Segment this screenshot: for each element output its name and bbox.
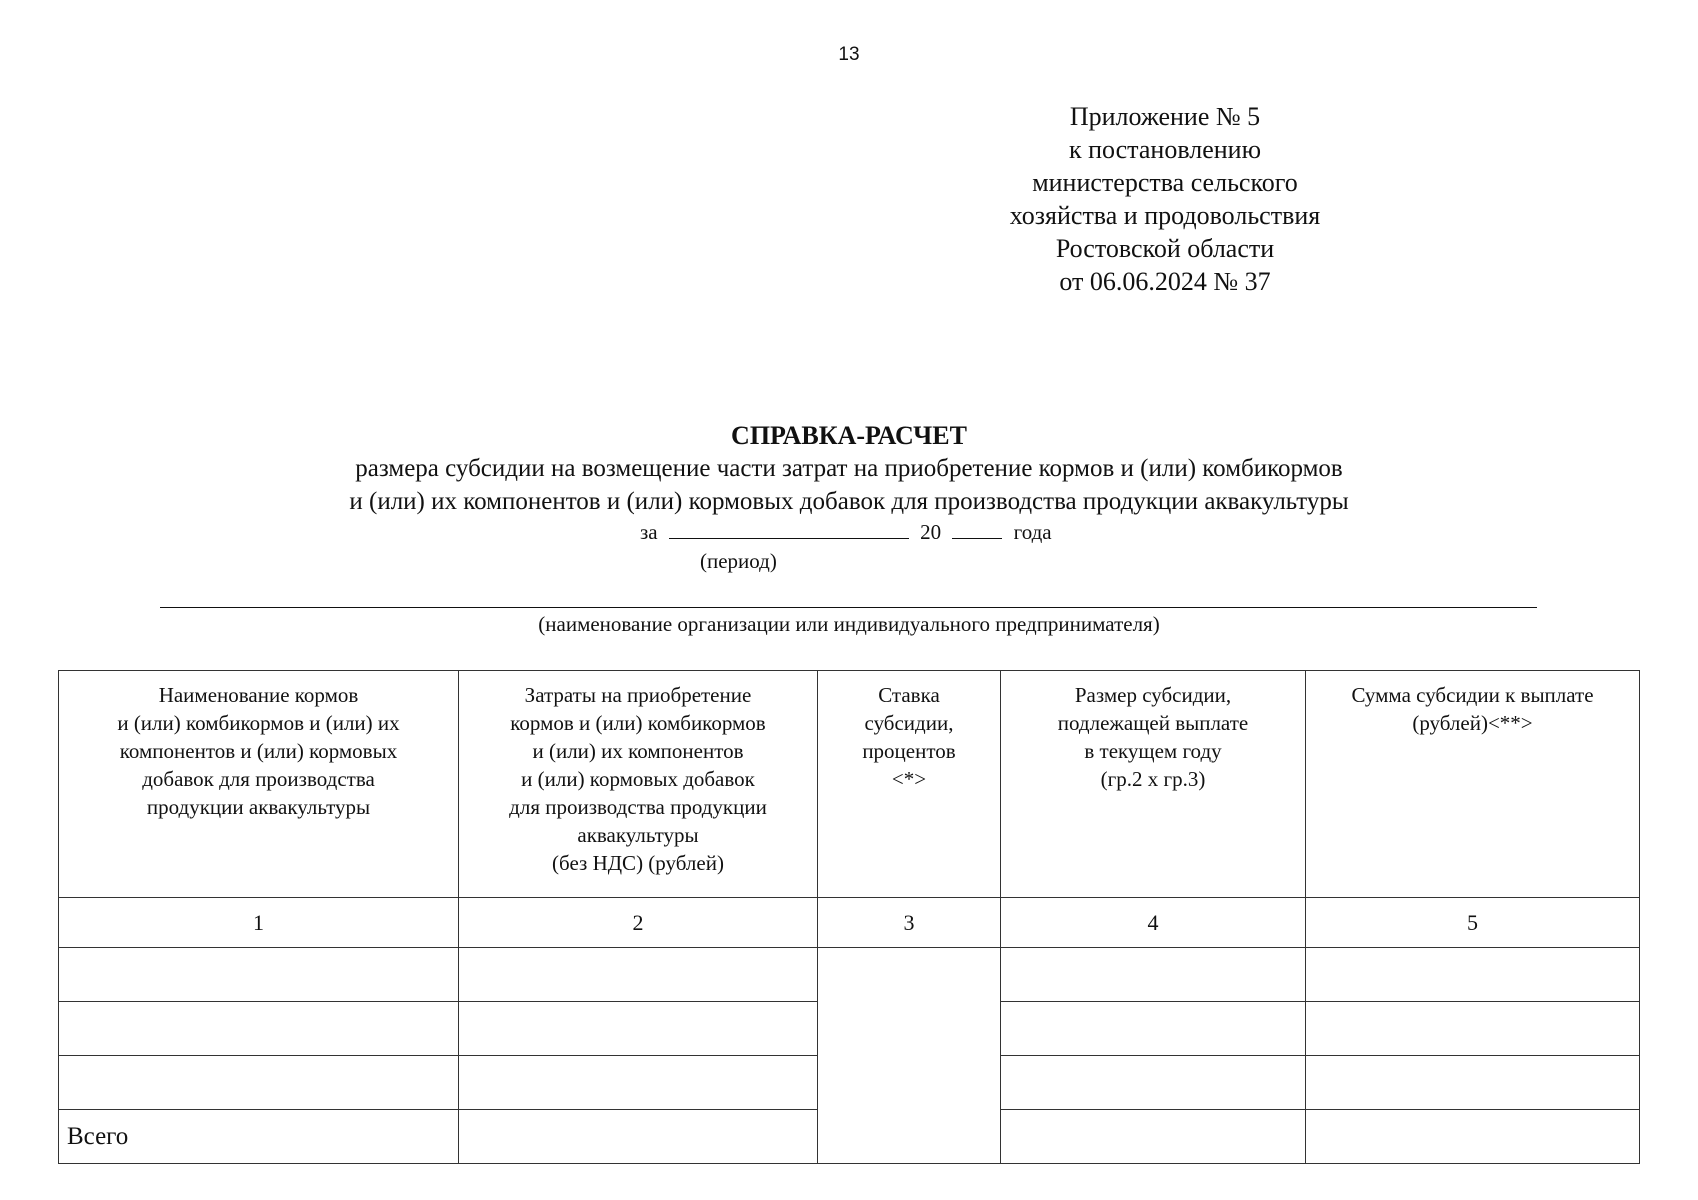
table-cell[interactable] bbox=[1001, 1110, 1306, 1164]
header-line: компонентов и (или) кормовых bbox=[119, 739, 398, 763]
header-line: Размер субсидии, bbox=[1074, 683, 1232, 707]
table-cell[interactable] bbox=[1306, 948, 1640, 1002]
table-cell[interactable] bbox=[59, 1056, 459, 1110]
document-subtitle-line: размера субсидии на возмещение части затрат на приобретение кормов и (или) комбикормов bbox=[355, 455, 1343, 482]
appendix-line: министерства сельского bbox=[1032, 168, 1298, 197]
period-line bbox=[640, 520, 1052, 545]
header-line: и (или) кормовых добавок bbox=[521, 767, 755, 791]
table-cell[interactable] bbox=[1306, 1110, 1640, 1164]
header-line: Ставка bbox=[878, 683, 940, 707]
header-line: Наименование кормов bbox=[158, 683, 359, 707]
header-line: кормов и (или) комбикормов bbox=[510, 711, 766, 735]
header-line: и (или) их компонентов bbox=[532, 739, 744, 763]
page-number: 13 bbox=[838, 44, 860, 65]
organization-blank-field[interactable] bbox=[160, 607, 1537, 608]
header-line: Сумма субсидии к выплате bbox=[1351, 683, 1594, 707]
header-costs bbox=[459, 671, 818, 898]
header-line: для производства продукции bbox=[509, 795, 767, 819]
column-number: 3 bbox=[818, 898, 1001, 948]
column-number-row bbox=[59, 898, 1640, 948]
appendix-line: хозяйства и продовольствия bbox=[1009, 201, 1321, 230]
period-suffix: года bbox=[1013, 520, 1052, 544]
year-blank-field[interactable] bbox=[952, 520, 1002, 539]
title-block bbox=[0, 420, 1698, 518]
period-prefix: за bbox=[640, 520, 658, 544]
table-cell[interactable] bbox=[1001, 1002, 1306, 1056]
document-title: СПРАВКА-РАСЧЕТ bbox=[731, 421, 967, 450]
header-line: Затраты на приобретение bbox=[524, 683, 752, 707]
table-cell[interactable] bbox=[59, 948, 459, 1002]
year-prefix: 20 bbox=[920, 520, 942, 544]
header-line: (без НДС) (рублей) bbox=[552, 851, 724, 875]
calculation-table bbox=[58, 670, 1640, 1164]
header-payment-amount bbox=[1306, 671, 1640, 898]
table-cell[interactable] bbox=[1001, 1056, 1306, 1110]
header-line: подлежащей выплате bbox=[1057, 711, 1249, 735]
table-cell[interactable] bbox=[459, 1056, 818, 1110]
table-cell[interactable] bbox=[1306, 1002, 1640, 1056]
header-rate bbox=[818, 671, 1001, 898]
table-cell[interactable] bbox=[459, 948, 818, 1002]
appendix-line: от 06.06.2024 № 37 bbox=[1059, 267, 1271, 296]
header-line: субсидии, bbox=[864, 711, 954, 735]
document-subtitle-line: и (или) их компонентов и (или) кормовых добавок для производства продукции аквакультуры bbox=[349, 488, 1349, 515]
total-label: Всего bbox=[59, 1110, 459, 1164]
header-line: аквакультуры bbox=[577, 823, 699, 847]
column-number: 5 bbox=[1306, 898, 1640, 948]
period-caption: (период) bbox=[700, 549, 777, 573]
header-line: (рублей)<**> bbox=[1412, 711, 1533, 735]
appendix-header bbox=[955, 100, 1375, 298]
column-number: 2 bbox=[459, 898, 818, 948]
rate-merged-cell[interactable] bbox=[818, 948, 1001, 1164]
header-line: добавок для производства bbox=[142, 767, 375, 791]
table-cell[interactable] bbox=[459, 1002, 818, 1056]
column-number: 4 bbox=[1001, 898, 1306, 948]
appendix-line: к постановлению bbox=[1068, 135, 1262, 164]
table-cell[interactable] bbox=[1306, 1056, 1640, 1110]
header-line: в текущем году bbox=[1084, 739, 1222, 763]
table-row bbox=[59, 948, 1640, 1002]
header-line: продукции аквакультуры bbox=[146, 795, 371, 819]
header-line: <*> bbox=[891, 767, 927, 791]
column-number: 1 bbox=[59, 898, 459, 948]
header-subsidy-size bbox=[1001, 671, 1306, 898]
organization-caption: (наименование организации или индивидуального предпринимателя) bbox=[538, 612, 1160, 636]
appendix-line: Приложение № 5 bbox=[1069, 102, 1261, 131]
period-blank-field[interactable] bbox=[669, 520, 909, 539]
header-feed-name bbox=[59, 671, 459, 898]
header-line: процентов bbox=[862, 739, 956, 763]
header-line: (гр.2 х гр.3) bbox=[1100, 767, 1206, 791]
table-header-row bbox=[59, 671, 1640, 898]
table-cell[interactable] bbox=[59, 1002, 459, 1056]
table-cell[interactable] bbox=[459, 1110, 818, 1164]
header-line: и (или) комбикормов и (или) их bbox=[117, 711, 400, 735]
appendix-line: Ростовской области bbox=[1055, 234, 1275, 263]
table-cell[interactable] bbox=[1001, 948, 1306, 1002]
